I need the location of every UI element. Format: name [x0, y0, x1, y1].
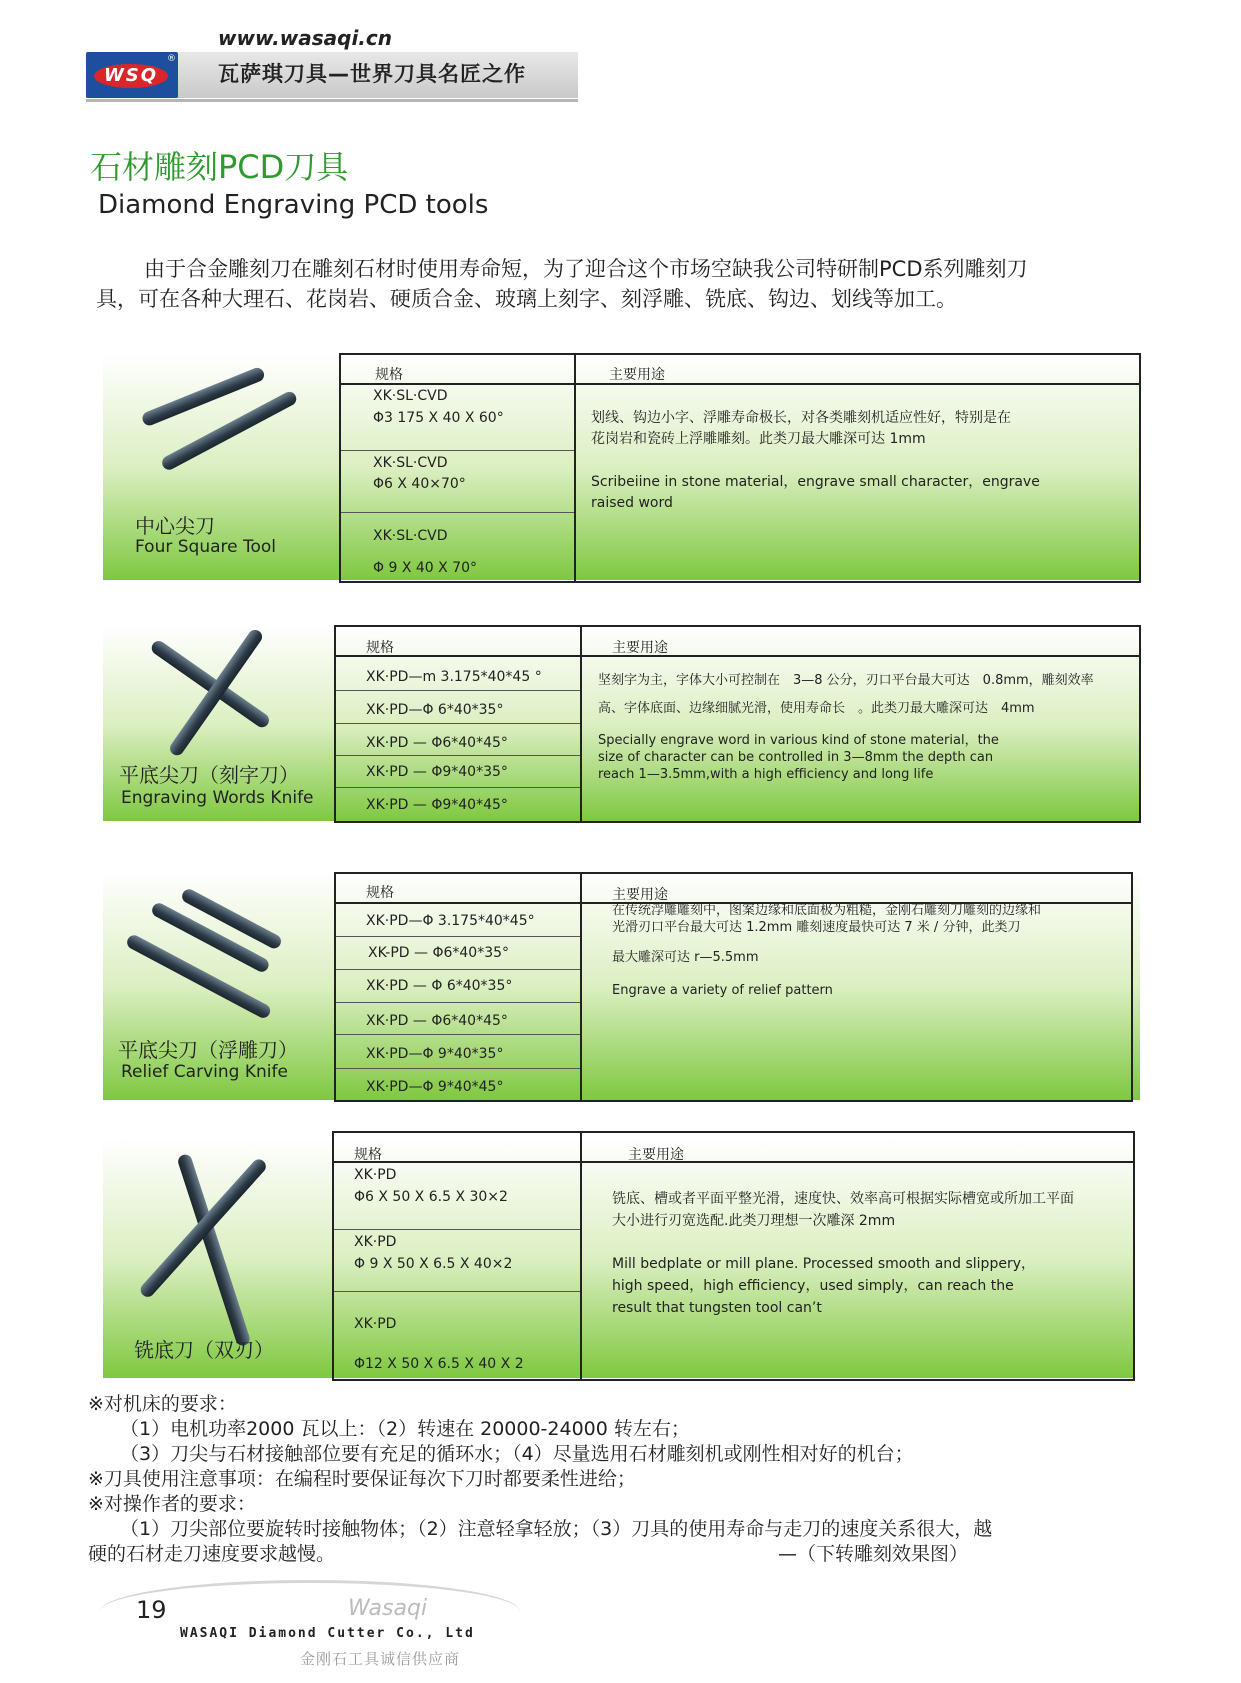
- spec-model: XK·PD: [354, 1167, 397, 1183]
- row-divider: [336, 787, 580, 788]
- spec-item: XK·PD—Φ 3.175*40*45°: [366, 913, 535, 929]
- spec-model: XK·SL·CVD: [373, 388, 448, 404]
- use-text: high speed，high efficiency，used simply，can reach the: [612, 1278, 1014, 1294]
- spec-item: XK·PD—Φ 6*40*35°: [366, 702, 504, 718]
- spec-item: XK-PD — Φ6*40*35°: [368, 945, 510, 961]
- use-text: 划线、钩边小字、浮雕寿命极长，对各类雕刻机适应性好，特别是在: [591, 410, 1011, 426]
- usage-notes: [88, 1392, 1168, 1567]
- use-text: 花岗岩和瓷砖上浮雕雕刻。此类刀最大雕深可达 1mm: [591, 431, 926, 447]
- table-header-row: [336, 627, 1139, 657]
- logo-text: WSQ: [94, 64, 168, 88]
- use-header: 主要用途: [612, 887, 668, 903]
- note-line: 硬的石材走刀速度要求越慢。: [88, 1543, 336, 1565]
- spec-item: XK·PD — Φ9*40*35°: [366, 764, 508, 780]
- tool-rod: [167, 627, 265, 758]
- spec-size: Φ 9 X 50 X 6.5 X 40×2: [354, 1256, 513, 1272]
- page-number: 19: [136, 1596, 167, 1624]
- note-line: （1）电机功率2000 瓦以上：（2）转速在 20000-24000 转左右；: [120, 1418, 690, 1440]
- spec-item: XK·PD — Φ6*40*45°: [366, 1013, 508, 1029]
- tool-name-en: Relief Carving Knife: [121, 1062, 288, 1082]
- row-divider: [334, 1229, 580, 1230]
- spec-size: Φ6 X 50 X 6.5 X 30×2: [354, 1189, 508, 1205]
- table-header-row: [334, 1133, 1133, 1163]
- spec-size: Φ 9 X 40 X 70°: [373, 560, 477, 576]
- footer-tagline: 金刚石工具诚信供应商: [300, 1650, 461, 1668]
- row-divider: [336, 755, 580, 756]
- tool-rod: [138, 1157, 269, 1300]
- spec-header: 规格: [366, 640, 394, 656]
- website-url[interactable]: www.wasaqi.cn: [218, 26, 392, 50]
- tool-name-en: Four Square Tool: [135, 537, 277, 557]
- tool-name-cn: 铣底刀（双刃）: [134, 1338, 274, 1362]
- tool-name-en: Engraving Words Knife: [121, 788, 314, 808]
- row-divider: [334, 1291, 580, 1292]
- use-text: 大小进行刃宽选配.此类刀理想一次雕深 2mm: [612, 1213, 896, 1229]
- spec-model: XK·PD: [354, 1234, 397, 1250]
- spec-size: Φ6 X 40×70°: [373, 476, 466, 492]
- row-divider: [336, 1034, 580, 1035]
- header-divider: [86, 99, 578, 102]
- use-text: 高、字体底面、边缘细腻光滑，使用寿命长 。此类刀最大雕深可达 4mm: [598, 701, 1035, 716]
- note-line: ※刀具使用注意事项：在编程时要保证每次下刀时都要柔性进给；: [88, 1468, 636, 1490]
- row-divider: [336, 690, 580, 691]
- spec-header: 规格: [354, 1147, 382, 1163]
- spec-item: XK·PD — Φ9*40*45°: [366, 797, 508, 813]
- table-header-row: [341, 355, 1139, 385]
- use-header: 主要用途: [612, 640, 668, 656]
- company-logo: [86, 52, 178, 98]
- spec-item: XK·PD—m 3.175*40*45 °: [366, 669, 542, 685]
- row-divider: [341, 512, 574, 513]
- spec-item: XK·PD—Φ 9*40*35°: [366, 1046, 504, 1062]
- spec-item: XK·PD — Φ6*40*45°: [366, 735, 508, 751]
- intro-paragraph: 由于合金雕刻刀在雕刻石材时使用寿命短，为了迎合这个市场空缺我公司特研制PCD系列雕刻刀具，可在各种大理石、花岗岩、硬质合金、玻璃上刻字、刻浮雕、铣底、钩边、划线等加工。: [96, 257, 1028, 311]
- header-slogan: 瓦萨琪刀具—世界刀具名匠之作: [218, 62, 526, 86]
- spec-table-1: [339, 353, 1141, 583]
- row-divider: [336, 1068, 580, 1069]
- spec-item: XK·PD—Φ 9*40*45°: [366, 1079, 504, 1095]
- spec-table-2: [334, 625, 1141, 823]
- row-divider: [336, 1002, 580, 1003]
- use-text: raised word: [591, 495, 673, 511]
- spec-size: Φ3 175 X 40 X 60°: [373, 410, 504, 426]
- footer-brand: Wasaqi: [348, 1596, 428, 1621]
- use-text: 铣底、槽或者平面平整光滑，速度快、效率高可根据实际槽宽或所加工平面: [612, 1191, 1074, 1207]
- use-text: 在传统浮雕雕刻中，图案边缘和底面极为粗糙，金刚石雕刻刀雕刻的边缘和: [612, 903, 1042, 918]
- row-divider: [336, 723, 580, 724]
- use-text: Scribeiine in stone material，engrave small character，engrave: [591, 474, 1040, 490]
- spec-model: XK·SL·CVD: [373, 455, 448, 471]
- spec-model: XK·PD: [354, 1316, 397, 1332]
- note-line: ※对机床的要求：: [88, 1393, 237, 1415]
- use-header: 主要用途: [628, 1147, 684, 1163]
- use-text: reach 1—3.5mm,with a high efficiency and long life: [598, 767, 934, 782]
- registered-mark: ®: [167, 54, 176, 64]
- spec-size: Φ12 X 50 X 6.5 X 40 X 2: [354, 1356, 524, 1372]
- spec-header: 规格: [366, 885, 394, 901]
- use-text: Engrave a variety of relief pattern: [612, 983, 833, 998]
- note-line: （3）刀尖与石材接触部位要有充足的循环水；（4）尽量选用石材雕刻机或刚性相对好的机台；: [120, 1443, 914, 1465]
- spec-header: 规格: [375, 367, 403, 383]
- spec-table-3: [334, 872, 1133, 1102]
- page-title-en: Diamond Engraving PCD tools: [98, 190, 489, 220]
- footer-company: WASAQI Diamond Cutter Co., Ltd: [180, 1626, 475, 1641]
- row-divider: [336, 969, 580, 970]
- use-text: 光滑刃口平台最大可达 1.2mm 雕刻速度最快可达 7 米 / 分钟，此类刀: [612, 920, 1021, 935]
- use-text: Mill bedplate or mill plane. Processed smooth and slippery，: [612, 1256, 1035, 1272]
- note-line: （1）刀尖部位要旋转时接触物体；（2）注意轻拿轻放；（3）刀具的使用寿命与走刀的速度关系很大，越: [120, 1518, 993, 1540]
- tool-rod: [125, 933, 273, 1020]
- use-text: Specially engrave word in various kind of stone material，the: [598, 733, 999, 748]
- tool-name-cn: 平底尖刀（浮雕刀）: [118, 1038, 298, 1062]
- use-text: size of character can be controlled in 3—8mm the depth can: [598, 750, 994, 765]
- row-divider: [341, 450, 574, 451]
- tool-name-cn: 平底尖刀（刻字刀）: [119, 763, 299, 787]
- tool-rod: [149, 638, 272, 730]
- tool-name-cn: 中心尖刀: [135, 514, 215, 538]
- continued-note: —（下转雕刻效果图）: [778, 1543, 969, 1565]
- spec-item: XK·PD — Φ 6*40*35°: [366, 978, 513, 994]
- spec-model: XK·SL·CVD: [373, 528, 448, 544]
- note-line: ※对操作者的要求：: [88, 1493, 256, 1515]
- spec-table-4: [332, 1131, 1135, 1381]
- use-text: result that tungsten tool can’t: [612, 1300, 822, 1316]
- use-text: 最大雕深可达 r—5.5mm: [612, 950, 759, 965]
- use-text: 坚刻字为主，字体大小可控制在 3—8 公分，刃口平台最大可达 0.8mm，雕刻效率: [598, 673, 1094, 688]
- row-divider: [336, 936, 580, 937]
- page-title-cn: 石材雕刻PCD刀具: [90, 148, 349, 186]
- use-header: 主要用途: [609, 367, 665, 383]
